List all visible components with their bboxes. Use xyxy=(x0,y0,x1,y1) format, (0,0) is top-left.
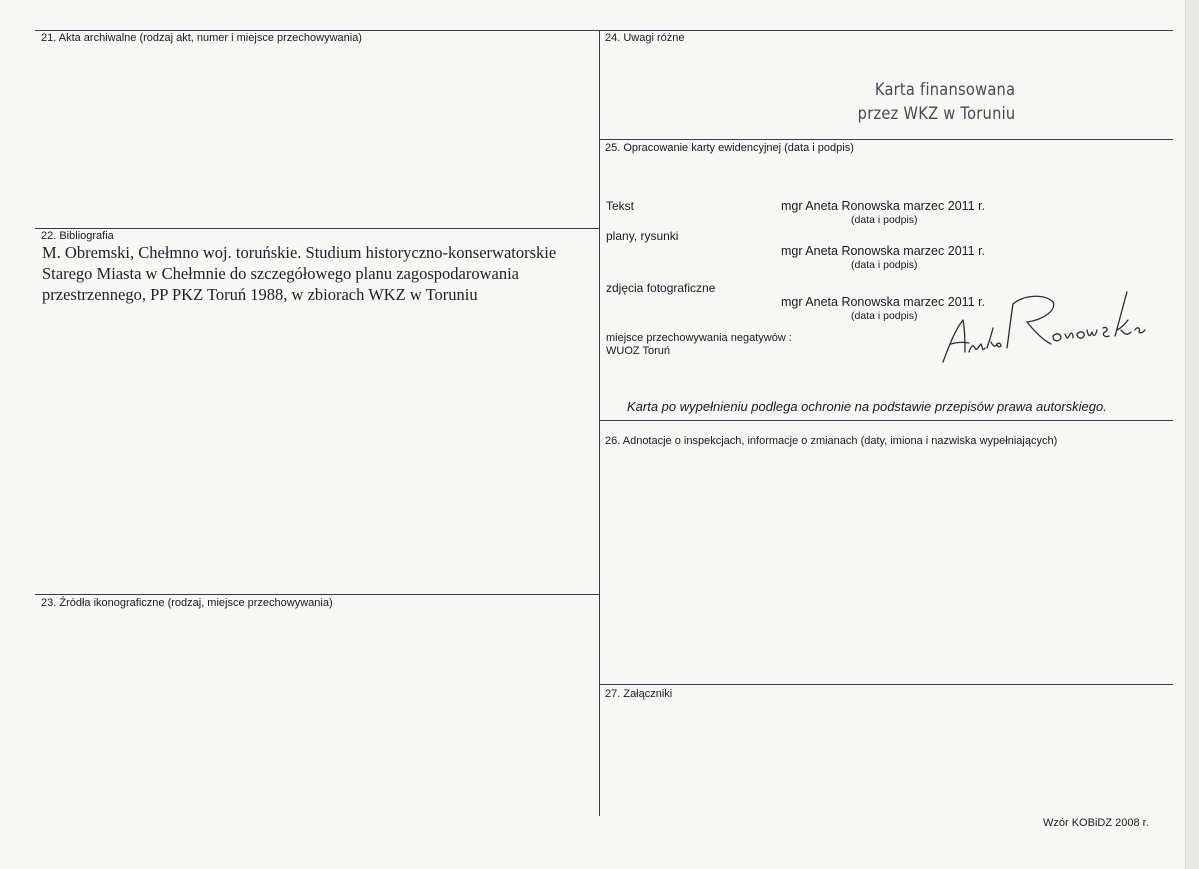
bibliography-line: M. Obremski, Chełmno woj. toruńskie. Studium historyczno-konserwatorskie xyxy=(42,243,557,262)
negatives-value: WUOZ Toruń xyxy=(606,345,670,357)
bibliography-line: przestrzennego, PP PKZ Toruń 1988, w zbiorach WKZ w Toruniu xyxy=(42,285,478,304)
row-text-value: mgr Aneta Ronowska marzec 2011 r. xyxy=(781,199,986,213)
signature-image xyxy=(935,286,1150,366)
row-plans-label: plany, rysunki xyxy=(606,229,679,243)
negatives-label: miejsce przechowywania negatywów : xyxy=(606,332,792,344)
section-23-label: 23. Źródła ikonograficzne (rodzaj, miejsce przechowywania) xyxy=(41,597,333,609)
section-27-label: 27. Załączniki xyxy=(605,688,673,700)
row-text-sub: (data i podpis) xyxy=(851,214,918,226)
section-24-label: 24. Uwagi różne xyxy=(605,32,685,44)
section-25-label: 25. Opracowanie karty ewidencyjnej (data i podpis) xyxy=(605,142,854,154)
rule-25 xyxy=(599,139,1173,140)
row-text-label: Tekst xyxy=(606,199,635,213)
rule-22 xyxy=(35,228,599,229)
row-photos-label: zdjęcia fotograficzne xyxy=(606,281,716,295)
rule-27 xyxy=(599,684,1173,685)
copyright-notice: Karta po wypełnieniu podlega ochronie na podstawie przepisów prawa autorskiego. xyxy=(627,399,1107,414)
row-plans-value: mgr Aneta Ronowska marzec 2011 r. xyxy=(781,244,986,258)
row-photos-value: mgr Aneta Ronowska marzec 2011 r. xyxy=(781,295,986,309)
funding-stamp-line2: przez WKZ w Toruniu xyxy=(857,104,1015,124)
bibliography-text xyxy=(42,242,587,305)
rule-23 xyxy=(35,594,599,595)
rule-26 xyxy=(599,420,1173,421)
row-photos-sub: (data i podpis) xyxy=(851,310,918,322)
center-divider xyxy=(599,30,600,816)
section-26-label: 26. Adnotacje o inspekcjach, informacje o zmianach (daty, imiona i nazwiska wypełniających) xyxy=(605,435,1058,447)
section-21-label: 21. Akta archiwalne (rodzaj akt, numer i miejsce przechowywania) xyxy=(41,32,362,44)
row-plans-sub: (data i podpis) xyxy=(851,259,918,271)
funding-stamp-line1: Karta finansowana xyxy=(874,80,1015,100)
scan-edge xyxy=(1185,0,1199,869)
top-rule xyxy=(35,30,1173,31)
bibliography-line: Starego Miasta w Chełmnie do szczegółowego planu zagospodarowania xyxy=(42,264,519,283)
section-22-label: 22. Bibliografia xyxy=(41,230,114,242)
form-template-footer: Wzór KOBiDZ 2008 r. xyxy=(1043,817,1149,829)
